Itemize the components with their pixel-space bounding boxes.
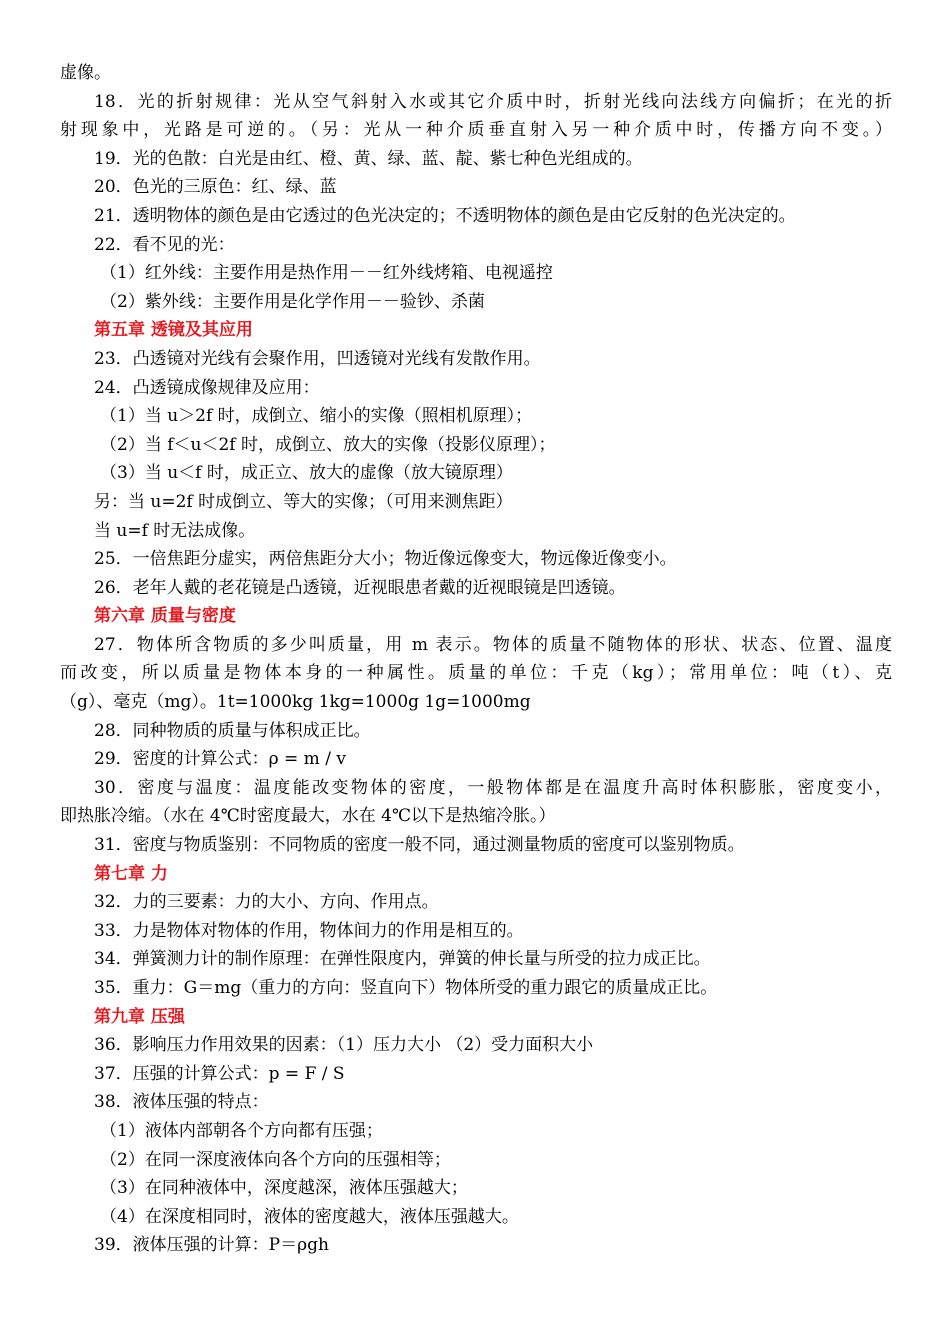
document-page: [60, 59, 892, 1260]
text-line: 22．看不见的光：: [94, 234, 235, 255]
text-line: 31．密度与物质鉴别：不同物质的密度一般不同，通过测量物质的密度可以鉴别物质。: [94, 835, 745, 856]
text-line: 27．物体所含物质的多少叫质量，用 m 表示。物体的质量不随物体的形状、状态、位置、温度: [94, 634, 892, 655]
text-line: 19．光的色散：白光是由红、橙、黄、绿、蓝、靛、紫七种色光组成的。: [94, 148, 643, 169]
text-line: 39．液体压强的计算：P＝ρgh: [94, 1235, 329, 1256]
text-line: 37．压强的计算公式：p = F / S: [94, 1063, 345, 1084]
text-line: 34．弹簧测力计的制作原理：在弹性限度内，弹簧的伸长量与所受的拉力成正比。: [94, 949, 711, 970]
chapter-heading: 第九章 压强: [94, 1006, 185, 1027]
text-line: 36．影响压力作用效果的因素：（1）压力大小 （2）受力面积大小: [94, 1035, 594, 1056]
text-line: （2）当 f＜u＜2f 时，成倒立、放大的实像（投影仪原理）；: [100, 434, 556, 455]
chapter-heading: 第五章 透镜及其应用: [94, 320, 253, 341]
text-line: 33．力是物体对物体的作用，物体间力的作用是相互的。: [94, 920, 524, 941]
text-line: （1）当 u＞2f 时，成倒立、缩小的实像（照相机原理）；: [100, 406, 533, 427]
text-line: 射现象中，光路是可逆的。（另：光从一种介质垂直射入另一种介质中时，传播方向不变。）: [60, 120, 892, 141]
text-line: 而改变，所以质量是物体本身的一种属性。质量的单位：千克（kg）；常用单位：吨（t）、克: [60, 663, 892, 684]
text-line: 虚像。: [60, 63, 111, 83]
text-line: （2）紫外线：主要作用是化学作用－－验钞、杀菌: [100, 291, 485, 312]
text-line: 28．同种物质的质量与体积成正比。: [94, 720, 371, 741]
text-line: 25．一倍焦距分虚实，两倍焦距分大小；物近像远像变大，物远像近像变小。: [94, 549, 677, 570]
text-line: 29．密度的计算公式：ρ = m / v: [94, 749, 346, 770]
text-line: 32．力的三要素：力的大小、方向、作用点。: [94, 892, 439, 913]
text-line: （3）当 u＜f 时，成正立、放大的虚像（放大镜原理）: [100, 463, 513, 484]
text-line: （4）在深度相同时，液体的密度越大，液体压强越大。: [100, 1206, 519, 1227]
text-line: 当 u=f 时无法成像。: [94, 520, 256, 541]
text-line: 23．凸透镜对光线有会聚作用，凹透镜对光线有发散作用。: [94, 348, 541, 369]
text-line: 18．光的折射规律：光从空气斜射入水或其它介质中时，折射光线向法线方向偏折；在光的折: [94, 91, 892, 112]
text-line: 38．液体压强的特点：: [94, 1092, 269, 1113]
text-line: 另：当 u=2f 时成倒立、等大的实像；（可用来测焦距）: [94, 491, 513, 512]
text-line: 30．密度与温度：温度能改变物体的密度，一般物体都是在温度升高时体积膨胀，密度变小，: [94, 777, 892, 798]
text-line: 24．凸透镜成像规律及应用：: [94, 377, 320, 398]
text-line: 21．透明物体的颜色是由它透过的色光决定的；不透明物体的颜色是由它反射的色光决定的。: [94, 205, 796, 226]
text-line: （3）在同种液体中，深度越深，液体压强越大；: [100, 1178, 468, 1199]
text-line: （g）、毫克（mg）。1t=1000kg 1kg=1000g 1g=1000mg: [60, 692, 531, 713]
text-line: （1）红外线：主要作用是热作用－－红外线烤箱、电视遥控: [100, 263, 553, 284]
chapter-heading: 第七章 力: [94, 863, 168, 884]
text-line: （1）液体内部朝各个方向都有压强；: [100, 1120, 383, 1141]
text-line: 26．老年人戴的老花镜是凸透镜，近视眼患者戴的近视眼镜是凹透镜。: [94, 577, 626, 598]
chapter-heading: 第六章 质量与密度: [94, 606, 236, 627]
text-line: 35．重力：G＝mg（重力的方向：竖直向下）物体所受的重力跟它的质量成正比。: [94, 978, 718, 998]
text-line: （2）在同一深度液体向各个方向的压强相等；: [100, 1149, 451, 1170]
text-line: 20．色光的三原色：红、绿、蓝: [94, 177, 337, 198]
text-line: 即热胀冷缩。（水在 4℃时密度最大，水在 4℃以下是热缩冷胀。）: [60, 806, 556, 827]
